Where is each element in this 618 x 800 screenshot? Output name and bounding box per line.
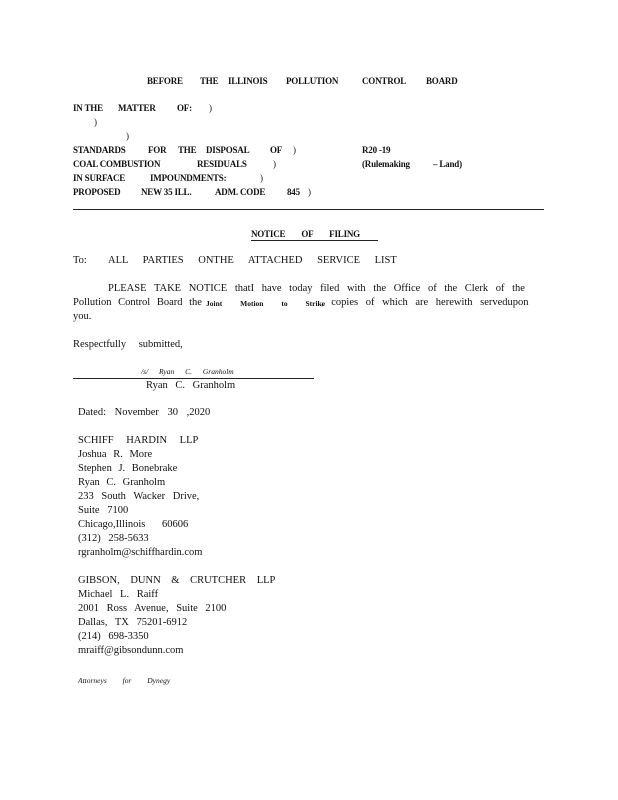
- electronic-signature: /s/ Ryan C. Granholm: [141, 367, 234, 376]
- caption-paren: ): [209, 103, 212, 113]
- caption-new-35-ill: NEW 35 ILL.: [141, 187, 192, 197]
- title-control: CONTROL: [362, 76, 407, 86]
- attorneys-for: Attorneys for Dynegy: [78, 676, 171, 685]
- firm2-email: mraiff@gibsondunn.com: [78, 645, 184, 656]
- caption-in-surface: IN SURFACE: [73, 173, 126, 183]
- caption-coal-combustion: COAL COMBUSTION: [73, 159, 161, 169]
- caption-paren: ): [293, 145, 296, 155]
- title-illinois: ILLINOIS: [228, 76, 268, 86]
- document-title: Joint Motion to Strike: [206, 299, 326, 308]
- title-board: BOARD: [426, 76, 458, 86]
- caption-residuals: RESIDUALS: [197, 159, 247, 169]
- firm1-line: Stephen J. Bonebrake: [78, 463, 178, 474]
- notice-paragraph-line2b: , copies of which are herewith servedupon: [321, 297, 529, 308]
- firm1-line: (312) 258-5633: [78, 533, 149, 544]
- to-text: ALL PARTIES ONTHE ATTACHED SERVICE LIST: [108, 255, 397, 266]
- firm1-line: Ryan C. Granholm: [78, 477, 166, 488]
- caption-the: THE: [178, 145, 197, 155]
- caption-divider: [73, 209, 544, 210]
- caption-in-the: IN THE: [73, 103, 103, 113]
- caption-impoundments: IMPOUNDMENTS:: [150, 173, 227, 183]
- firm2-line: (214) 698-3350: [78, 631, 149, 642]
- docket-land: – Land): [433, 159, 462, 169]
- caption-adm-code: ADM. CODE: [215, 187, 266, 197]
- docket-number: R20 -19: [362, 145, 391, 155]
- caption-845: 845: [287, 187, 300, 197]
- notice-title: NOTICE OF FILING: [251, 229, 378, 241]
- caption-paren: ): [94, 117, 97, 127]
- notice-paragraph-line1: PLEASE TAKE NOTICE thatI have today filed with the Office of the Clerk of the: [108, 283, 525, 294]
- caption-standards: STANDARDS: [73, 145, 126, 155]
- title-the: THE: [200, 76, 219, 86]
- title-before: BEFORE: [147, 76, 183, 86]
- signature-line: [73, 378, 314, 379]
- caption-for: FOR: [148, 145, 167, 155]
- firm2-name: GIBSON, DUNN & CRUTCHER LLP: [78, 575, 276, 586]
- title-pollution: POLLUTION: [286, 76, 339, 86]
- caption-paren: ): [260, 173, 263, 183]
- docket-rulemaking: (Rulemaking: [362, 159, 410, 169]
- firm1-line: Joshua R. More: [78, 449, 153, 460]
- caption-disposal: DISPOSAL: [206, 145, 250, 155]
- caption-matter: MATTER: [118, 103, 156, 113]
- caption-of: OF:: [177, 103, 192, 113]
- caption-paren: ): [273, 159, 276, 169]
- firm2-line: 2001 Ross Avenue, Suite 2100: [78, 603, 227, 614]
- firm2-line: Michael L. Raiff: [78, 589, 159, 600]
- notice-paragraph-line3: you.: [73, 311, 92, 322]
- to-label: To:: [73, 255, 87, 266]
- signatory-name: Ryan C. Granholm: [146, 380, 236, 391]
- caption-proposed: PROPOSED: [73, 187, 121, 197]
- date-filed: Dated: November 30 ,2020: [78, 407, 211, 418]
- firm1-line: 233 South Wacker Drive,: [78, 491, 200, 502]
- caption-paren: ): [308, 187, 311, 197]
- firm1-line: Suite 7100: [78, 505, 129, 516]
- notice-paragraph-line2a: Pollution Control Board the: [73, 297, 202, 308]
- caption-paren: ): [126, 131, 129, 141]
- respectfully-submitted: Respectfully submitted,: [73, 339, 183, 350]
- firm1-email: rgranholm@schiffhardin.com: [78, 547, 203, 558]
- firm1-line: Chicago,Illinois 60606: [78, 519, 189, 530]
- firm2-line: Dallas, TX 75201-6912: [78, 617, 188, 628]
- caption-of2: OF: [270, 145, 283, 155]
- firm1-name: SCHIFF HARDIN LLP: [78, 435, 199, 446]
